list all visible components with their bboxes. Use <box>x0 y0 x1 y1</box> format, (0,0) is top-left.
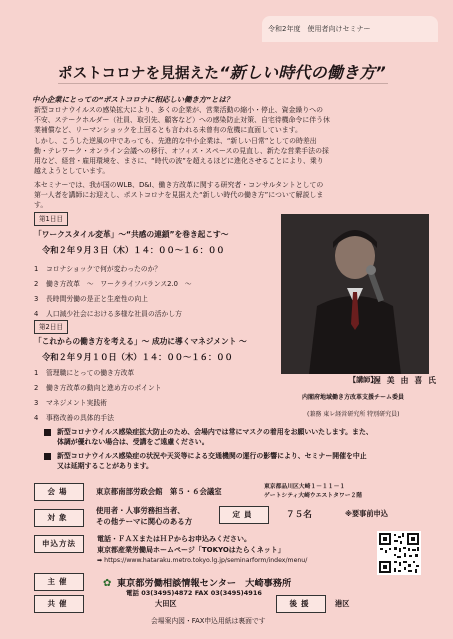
list-item: 2 働き方改革 ～ ワークライフバランス2.0 ～ <box>34 280 192 288</box>
apply-line-2: 東京都産業労働局ホームページ「TOKYOはたらくネット」 <box>97 546 285 554</box>
title-prefix: ポストコロナを見据えた <box>58 66 220 82</box>
speaker-name: 渥美由喜氏 <box>373 376 442 385</box>
session2-tag: 第2日目 <box>34 320 68 334</box>
qr-code <box>377 531 421 575</box>
target-text-1: 使用者・人事労務担当者、 <box>96 506 185 515</box>
notice-2: 新型コロナウイルス感染症の状況や天災等による交通機関の運行の影響により、セミナー開催を中止 又は延期することがあります。 <box>44 451 414 471</box>
apply-line-1: 電話・ＦＡＸまたはＨＰからお申込みください。 <box>97 535 251 543</box>
session1-date: 令和２年９月３日（木）１４：００～１６：００ <box>42 245 225 255</box>
intro-question: 中小企業にとっての“ポストコロナに相応しい働き方”とは？ <box>32 95 234 104</box>
venue-name: 東京都南部労政会館 第５・６会議室 <box>96 487 222 496</box>
intro-paragraph-2: 本セミナーでは、我が国のWLB、D&I、働き方改革に関する研究者・コンサルタントとしての 第一人者を講師にお迎えし、ポストコロナを見据えた“新しい時代の働き方”について解説しま す。 <box>34 181 324 210</box>
footer-note: 会場案内図・FAX申込用紙は裏面です <box>151 617 266 625</box>
bullet-square-icon <box>44 453 51 460</box>
venue-label: 会場 <box>34 483 84 501</box>
support-label: 後援 <box>276 595 326 613</box>
cohost-label: 共催 <box>34 595 84 613</box>
capacity-note: ※要事前申込 <box>345 509 388 518</box>
speaker-affiliation-1: 内閣府地域働き方改革支援チーム委員 <box>302 394 405 401</box>
list-item: 3 長時間労働の是正と生産性の向上 <box>34 295 148 303</box>
series-label: 令和2年度 使用者向けセミナー <box>268 25 371 33</box>
cohost-value: 大田区 <box>155 599 177 608</box>
capacity-label: 定員 <box>219 506 269 524</box>
capacity-value: ７５名 <box>286 510 312 520</box>
venue-address-2: ゲートシティ大崎ウエストタワー２階 <box>264 493 363 499</box>
title-divider <box>58 83 388 84</box>
list-item: 4 事務改善の具体的手法 <box>34 414 114 422</box>
target-label: 対象 <box>34 509 84 527</box>
title-main: “新しい時代の働き方” <box>219 63 386 82</box>
intro-paragraph-1: 新型コロナウイルスの感染拡大により、多くの企業が、営業活動の縮小・停止、資金繰りへの 不安、ステークホルダー（社員、取引先、顧客など）への感染防止対策、自宅待機命令に伴う休 業補償など、リーマンショックを上回るとも言われる未曾有の危機に直面しています。 しかし、こうした逆風の中であっても、先進的な中小企業は、“新しい日常”としての時差出 勤・テレワーク・オンライン会議への移行、オフィス・スペースの見直し、新たな営業手法の採 用など、経営・雇用環境を、まさに、“時代の波”を超えるほどに進化させることにより、乗り 越えようとしています。 <box>34 106 330 176</box>
host-label: 主催 <box>34 573 84 591</box>
host-org: 東京都労働相談情報センター 大崎事務所 <box>117 578 292 589</box>
speaker-photo <box>281 214 429 374</box>
list-item: 1 管理職にとっての働き方改革 <box>34 369 135 377</box>
list-item: 4 人口減少社会における多様な社員の活かし方 <box>34 310 182 318</box>
apply-label: 申込方法 <box>34 535 84 553</box>
support-value: 港区 <box>335 599 350 608</box>
session1-tag: 第1日目 <box>34 212 68 226</box>
bullet-square-icon <box>44 429 51 436</box>
venue-address-1: 東京都品川区大崎１－１１－１ <box>264 484 346 490</box>
list-item: 3 マネジメント実践術 <box>34 399 107 407</box>
tokyo-logo-icon: ✿ <box>103 578 112 589</box>
target-text-2: その他テーマに関心のある方 <box>96 517 193 526</box>
list-item: 1 コロナショックで何が変わったのか？ <box>34 265 162 273</box>
list-item: 2 働き方改革の動向と進め方のポイント <box>34 384 162 392</box>
speaker-role: 【講師】 <box>349 375 378 384</box>
session2-date: 令和２年９月１０日（木）１４：００～１６：００ <box>42 352 233 362</box>
apply-url-link[interactable]: ➡ https://www.hataraku.metro.tokyo.lg.jp/seminarform/index/menu/ <box>97 557 308 564</box>
session1-title: 「ワークスタイル変革」～“共感の連鎖”を巻き起こす～ <box>34 230 229 239</box>
page-title <box>58 60 386 83</box>
host-phone: 電話 03(3495)4872 FAX 03(3495)4916 <box>126 589 262 597</box>
speaker-affiliation-2: (兼務 東レ経営研究所 特別研究員) <box>307 411 400 418</box>
notice-1: 新型コロナウイルス感染症拡大防止のため、会場内では常にマスクの着用をお願いいたします。また、 体調が優れない場合は、受講をご遠慮ください。 <box>44 427 414 447</box>
session2-title: 「これからの働き方を考える」～ 成功に導くマネジメント ～ <box>34 337 247 346</box>
